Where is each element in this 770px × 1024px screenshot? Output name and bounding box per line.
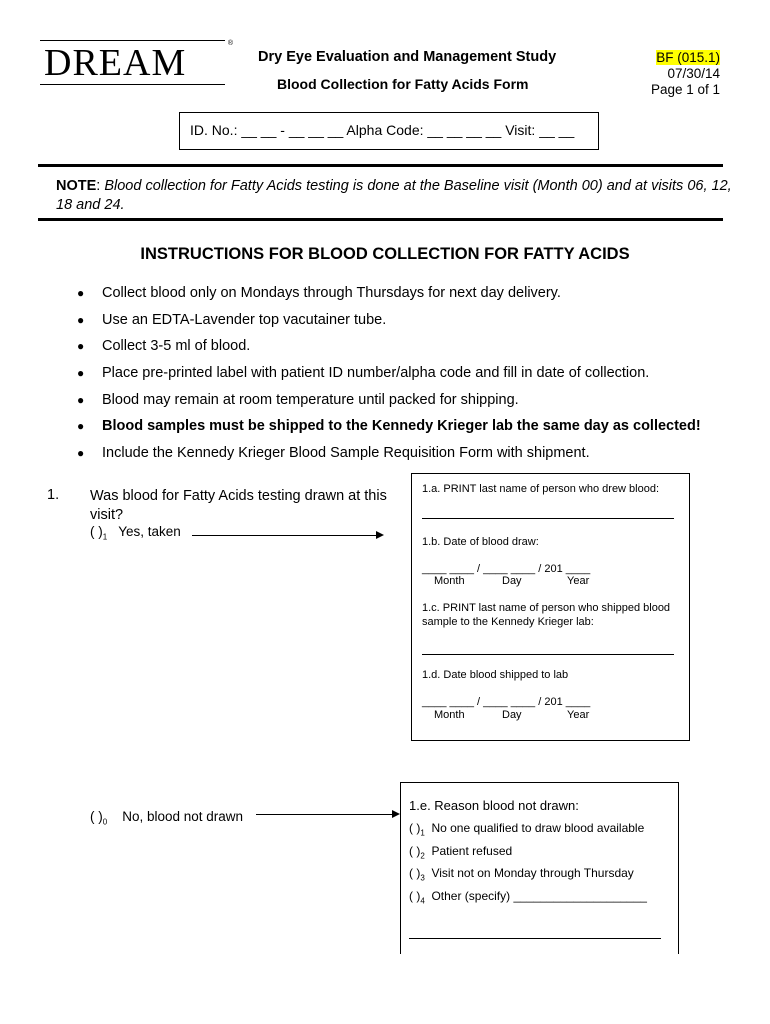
q1a-label: 1.a. PRINT last name of person who drew blood: [422,483,660,495]
divider-bottom [38,218,723,221]
option-no[interactable]: ( )$_0$ No, blood not drawn [90,809,244,827]
checkbox-no[interactable]: ( ) [90,809,103,824]
arrow-no-line [256,814,392,815]
list-item: ● Blood samples must be shipped to the Kennedy Krieger lab the same day as collected! [77,418,701,435]
month-label: Month [434,709,465,721]
no-details-box [400,782,679,954]
arrow-right-icon [376,531,384,539]
logo-registered-mark: ® [227,40,233,47]
page-number: Page 1 of 1 [650,82,720,97]
bullet-icon: ● [77,339,85,354]
option-yes-label: Yes, taken [118,524,181,539]
reason-option-1[interactable]: ( )$_1$ No one qualified to draw blood available [409,821,645,838]
q1c-label: 1.c. PRINT last name of person who shipped blood sample to the Kennedy Krieger lab: [422,602,671,628]
year-label: Year [567,709,590,721]
form-title: Blood Collection for Fatty Acids Form [277,76,529,92]
q1d-date-input[interactable]: ____ ____ / ____ ____ / 201 ____ [422,696,591,708]
checkbox-yes[interactable]: ( ) [90,524,103,539]
year-label: Year [567,575,590,587]
q1c-input[interactable] [422,654,674,655]
form-date: 07/30/14 [667,66,720,81]
form-meta [640,50,720,98]
checkbox-reason-1[interactable]: ( ) [409,821,421,835]
note-text: Blood collection for Fatty Acids testing is done at the Baseline visit (Month 00) and at visits 06, 12, 18 and 24. [56,178,732,213]
other-specify-input[interactable] [409,938,661,939]
checkbox-reason-3[interactable]: ( ) [409,866,421,880]
list-item: ● Blood may remain at room temperature until packed for shipping. [77,391,519,408]
logo-text: DREAM [44,42,187,84]
reason-option-4[interactable]: ( )$_4$ Other (specify) ____________________ [409,889,647,906]
list-item: ● Collect 3-5 ml of blood. [77,338,251,355]
logo-top-rule [40,40,225,41]
id-box[interactable]: ID. No.: __ __ - __ __ __ Alpha Code: __ __ __ __ Visit: __ __ [179,112,599,150]
question-number: 1. [47,487,60,503]
reason-option-3[interactable]: ( )$_3$ Visit not on Monday through Thursday [409,866,634,883]
q1b-label: 1.b. Date of blood draw: [422,536,539,548]
q1a-input[interactable] [422,518,674,519]
study-title: Dry Eye Evaluation and Management Study [258,49,557,65]
bullet-icon: ● [77,286,85,300]
list-item: ● Collect blood only on Mondays through Thursdays for next day delivery. [77,285,561,301]
month-label: Month [434,575,465,587]
dream-logo [40,40,233,86]
list-item: ● Include the Kennedy Krieger Blood Sample Requisition Form with shipment. [77,445,590,462]
arrow-right-icon [392,810,400,818]
reason-option-2[interactable]: ( )$_2$ Patient refused [409,844,513,861]
bullet-icon: ● [77,419,85,434]
logo-bottom-rule [40,84,225,85]
note-label: NOTE [56,178,97,194]
list-item: ● Place pre-printed label with patient ID number/alpha code and fill in date of collection. [77,365,650,382]
yes-details-box [411,473,690,741]
checkbox-reason-2[interactable]: ( ) [409,844,421,858]
day-label: Day [502,575,522,587]
option-no-label: No, blood not drawn [122,809,244,824]
question-text: Was blood for Fatty Acids testing drawn at this visit? [90,488,387,523]
instructions-heading: INSTRUCTIONS FOR BLOOD COLLECTION FOR FATTY ACIDS [140,245,630,263]
form-code: BF (015.1) [656,50,720,65]
option-yes[interactable]: ( )$_1$ Yes, taken [90,524,181,542]
bullet-icon: ● [77,366,85,381]
day-label: Day [502,709,522,721]
instructions-list [75,283,755,470]
bullet-icon: ● [77,312,85,327]
list-item: ● Use an EDTA-Lavender top vacutainer tube. [77,311,387,328]
checkbox-reason-4[interactable]: ( ) [409,889,421,903]
q1d-label: 1.d. Date blood shipped to lab [422,669,569,681]
divider-top [38,164,723,167]
bullet-icon: ● [77,392,85,407]
q1b-date-input[interactable]: ____ ____ / ____ ____ / 201 ____ [422,563,591,575]
arrow-yes-line [192,535,376,536]
note: NOTE: Blood collection for Fatty Acids testing is done at the Baseline visit (Month 00) and at visits 06, 12, 18 and 24. [56,178,732,213]
q1e-label: 1.e. Reason blood not drawn: [409,798,579,813]
bullet-icon: ● [77,446,85,461]
